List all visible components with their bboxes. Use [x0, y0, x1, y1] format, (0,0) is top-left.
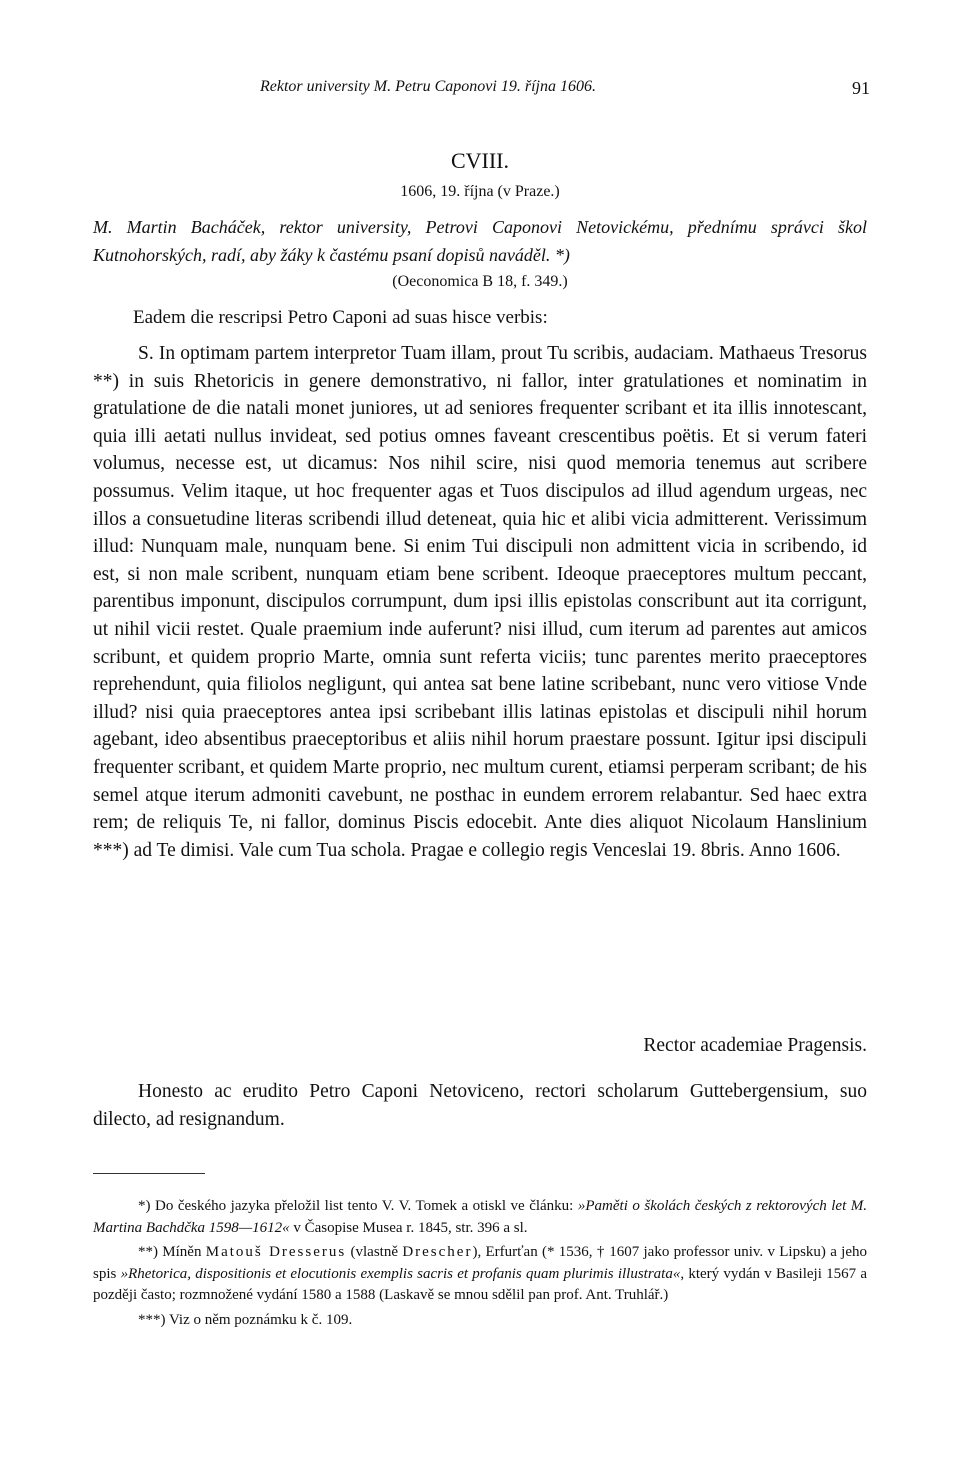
running-head: Rektor university M. Petru Caponovi 19. října 1606. [260, 78, 596, 95]
footnote-3: ***) Viz o něm poznámku k č. 109. [138, 1311, 353, 1328]
document-summary: M. Martin Bacháček, rektor university, Petrovi Caponovi Netovickému, přednímu správci škol Kutnohorských, radí, aby žáky k častému psaní dopisů naváděl. *) [93, 217, 867, 265]
signature: Rector academiae Pragensis. [643, 1035, 867, 1056]
footnote-2-text-b: (vlastně [346, 1244, 403, 1261]
footnote-2-surname: Drescher [402, 1244, 473, 1261]
date-place: 1606, 19. října (v Praze.) [400, 183, 560, 200]
footnote-2-text-c: ), Erfurťan (* 1536, † 1607 jako professor univ. v Lipsku) a jeho spis [93, 1244, 868, 1282]
footnote-divider [93, 1173, 205, 1174]
address: Honesto ac erudito Petro Caponi Netoviceno, rectori scholarum Guttebergensium, suo dilecto, ad resignandum. [93, 1081, 867, 1130]
intro-line: Eadem die rescripsi Petro Caponi ad suas hisce verbis: [133, 307, 548, 328]
page-number: 91 [852, 78, 870, 98]
footnote-2 [93, 1242, 867, 1307]
footnote-2-title: »Rhetorica, dispositionis et elocutionis exemplis sacris et profanis quam plurimis illustrata« [120, 1265, 681, 1282]
document-number: CVIII. [450, 148, 510, 173]
letter-body [93, 340, 867, 864]
footnote-2-tail: , který vydán v Basileji 1567 a později často; rozmnožené vydání 1580 a 1588 (Laskavě se mnou sdělil pan prof. Ant. Truhlář.) [93, 1265, 867, 1304]
source-reference: (Oeconomica B 18, f. 349.) [392, 273, 568, 290]
footnote-1-tail: v Časopise Musea r. 1845, str. 396 a sl. [289, 1219, 528, 1236]
footnote-2-text: **) Míněn [138, 1244, 206, 1261]
footnote-1-text: *) Do českého jazyka přeložil list tento V. V. Tomek a otiskl ve článku: [138, 1198, 578, 1214]
footnote-2-name: Matouš Dresserus [205, 1244, 347, 1261]
letter-text: S. In optimam partem interpretor Tuam illam, prout Tu scribis, audaciam. Mathaeus Tresorus **) in suis Rhetoricis in genere demonstrativo, ni fallor, inter gratulationes et nominatim in gratulatione de die natali monet juniores, ut ad seniores frequenter scribant et ita illis innotescant, quia illi aetati nullus invideat, sed potius omnes faveant crescentibus poëtis. Et si verum fateri volumus, necesse est, ut dicamus: Nos nihil scire, nisi quod memoria tenemus aut scribere possumus. Velim itaque, ut hoc frequenter agas et Tuos discipulos ad illud agendum urgeas, nec illos a consuetudine literas scribendi illud deteneat, quia hic et alibi vicia admitterent. Verissimum illud: Nunquam male, nunquam bene. Si enim Tui discipuli non admittent vicia in scribendo, id est, si non male scribent, nunquam etiam bene scribent. Ideoque praeceptores multum peccant, parentibus imponunt, discipulos corrumpunt, dum ipsi illis epistolas conscribunt aut ita corrigunt, ut nihil vicii restet. Quale praemium inde auferunt? nisi illud, cum iterum ad parentes aut amicos scribunt, et quidem proprio Marte, omnia sunt referta viciis; tunc parentes merito praeceptores reprehendunt, quia filiolos negligunt, qui antea sat bene latine scribebant, nunc vero vitiose Vnde illud? nisi quia praeceptores antea ipsi scribebant illis latinas epistolas et discipuli nihil horum agebant, ideo absentibus praeceptoribus et aliis nihil horum praestare possunt. Igitur ipsi discipuli frequenter scribant, et quidem Marte proprio, nec multum curent, etiamsi perperam scribant; de his semel atque iterum admoniti cavebunt, ne posthac in eundem errorem relabantur. Sed haec extra rem; de reliquis Te, ni fallor, dominus Piscis edocebit. Ante dies aliquot Nicolaum Hanslinium ***) ad Te dimisi. Vale cum Tua schola. Pragae e collegio regis Venceslai 19. 8bris. Anno 1606. [93, 343, 867, 861]
footnotes [93, 1196, 867, 1332]
footnote-1-title: »Paměti o školách českých z rektorových let M. Martina Bachdčka 1598—1612« [93, 1198, 868, 1236]
footnote-1 [93, 1196, 867, 1239]
